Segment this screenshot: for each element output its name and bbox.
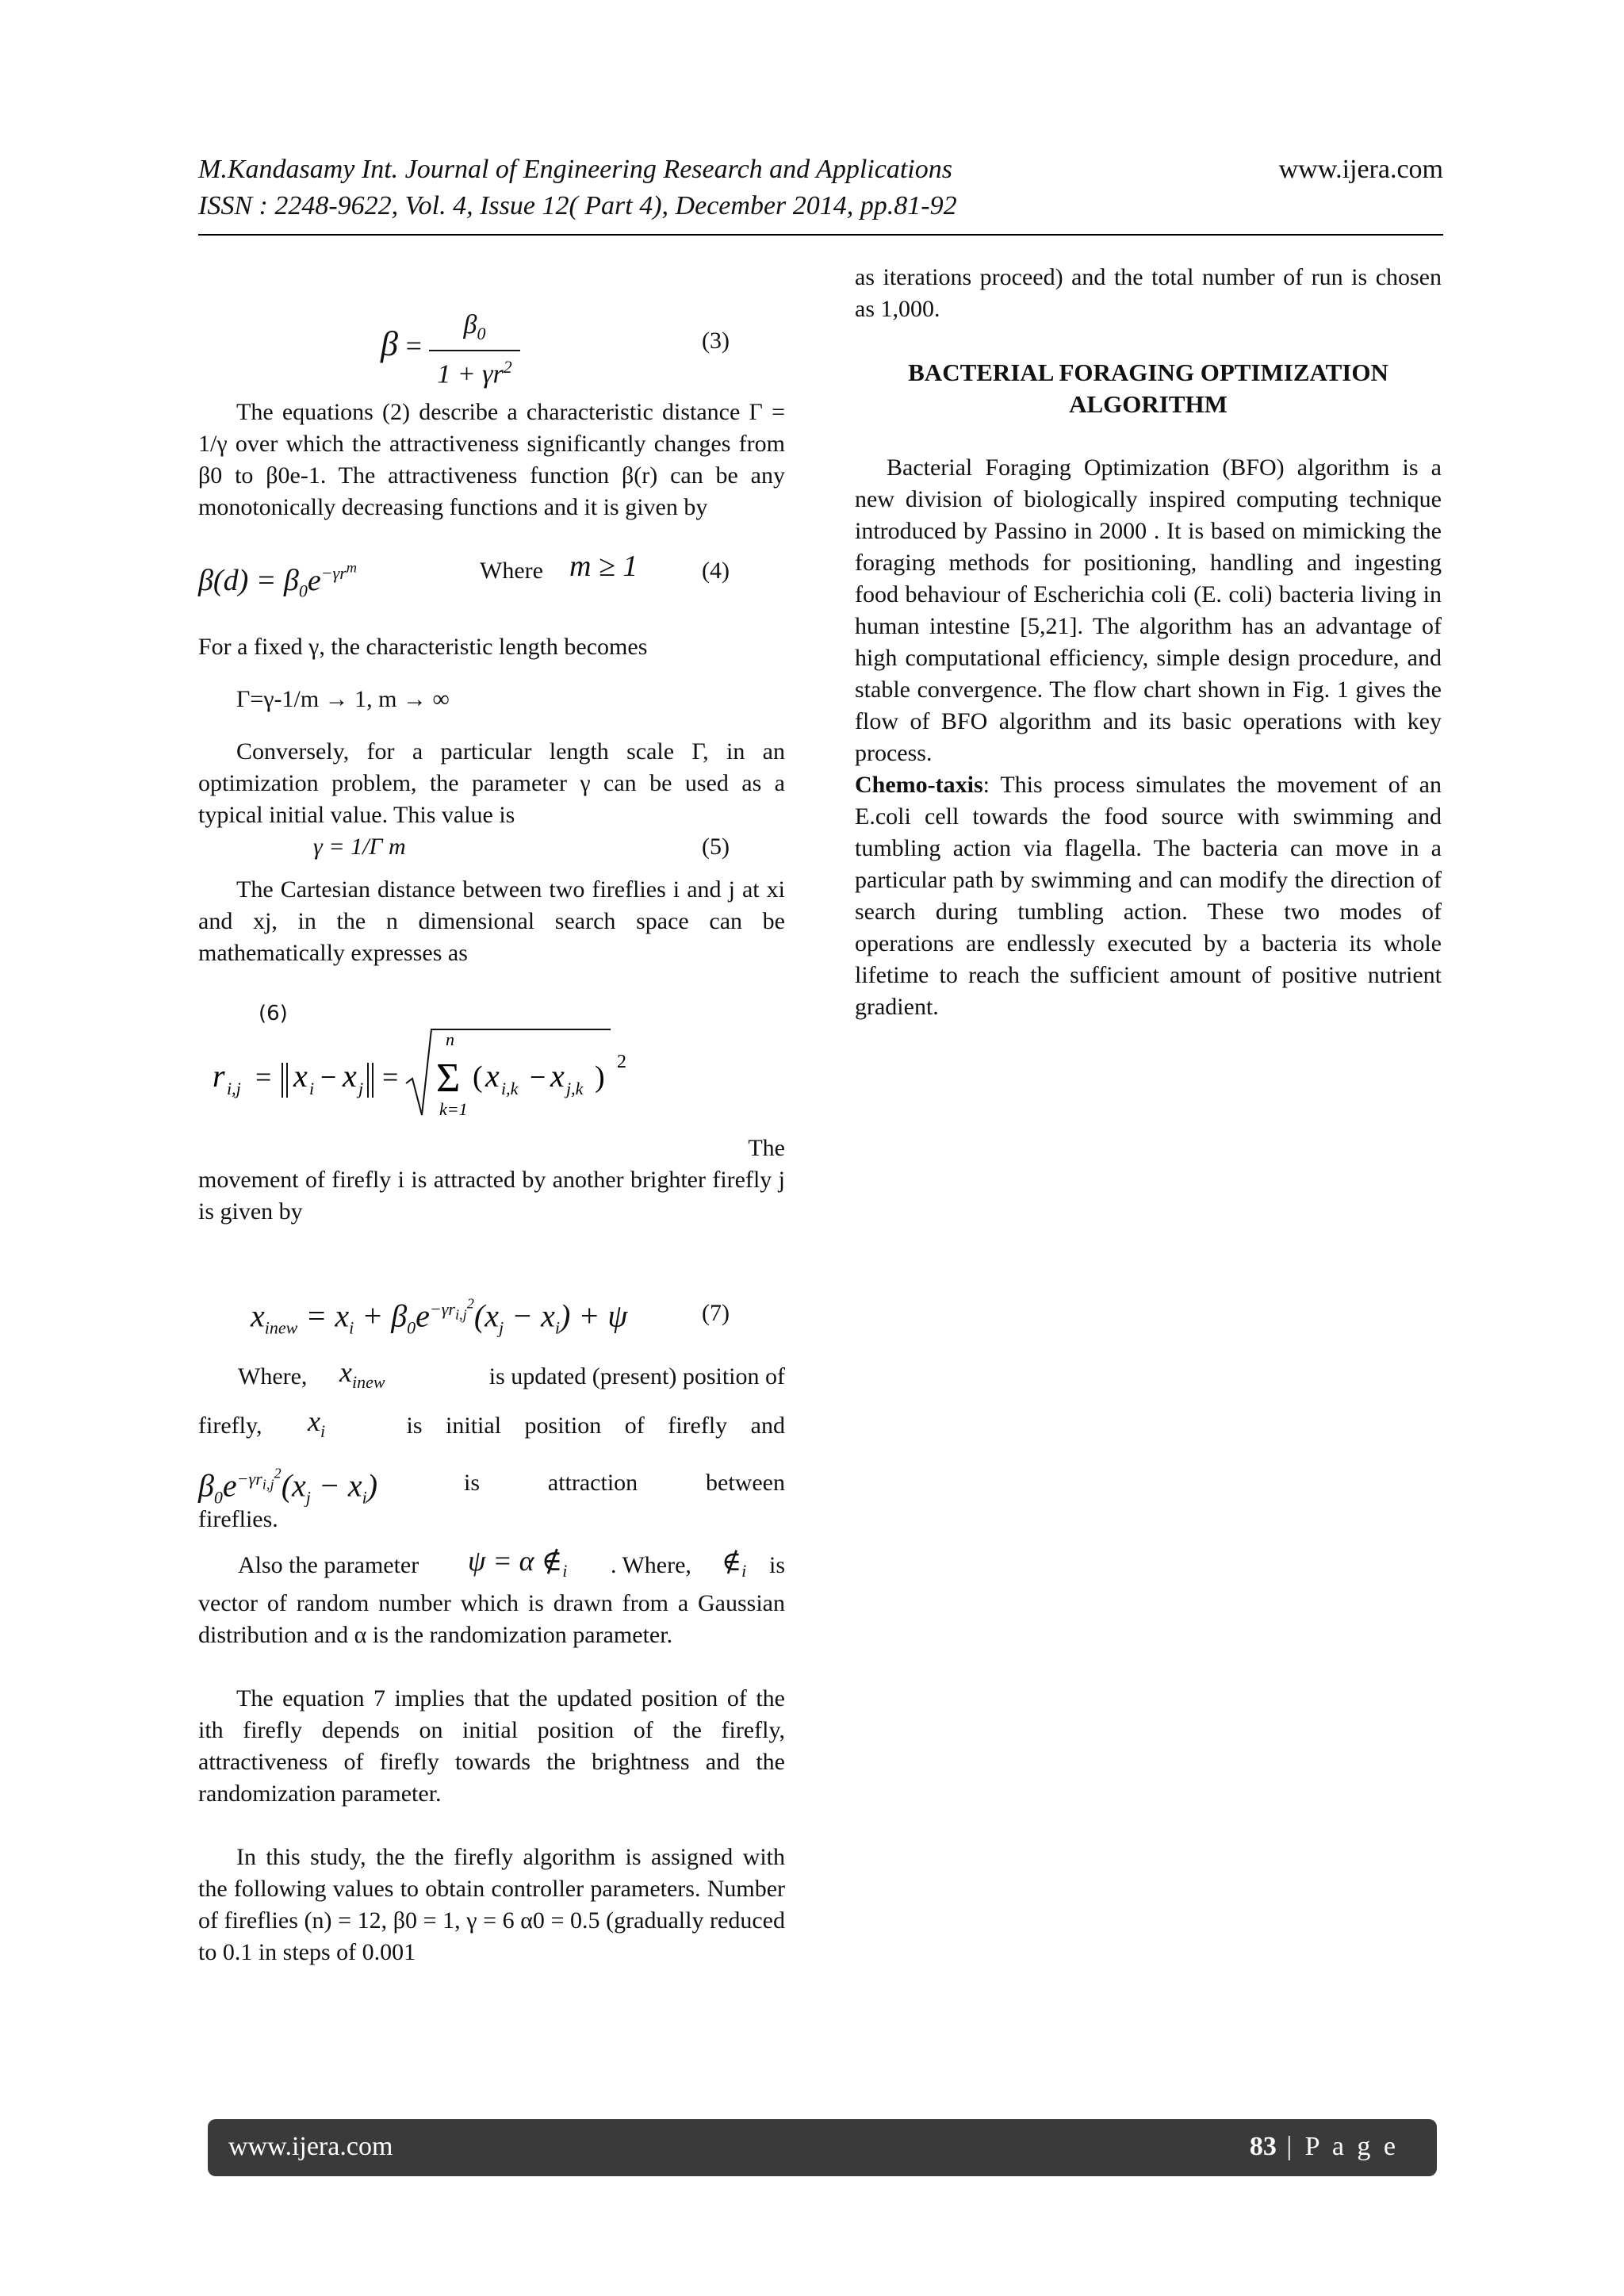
paragraph-movement-start: The [748,1135,785,1161]
paragraph-study-values: In this study, the the firefly algorithm is assigned with the following values to obtain controller parameters. Number of fireflies (n) = 12, β0 = 1, γ = 6 α0 = 0.5 (gradually reduced to 0.1 in steps of 0.001 [198,1844,785,1965]
journal-issn: ISSN : 2248-9622, Vol. 4, Issue 12( Part 4), December 2014, pp.81-92 [198,191,957,220]
svg-text:i: i [309,1079,315,1098]
equation-6-number: (6) [259,1002,288,1025]
journal-title: M.Kandasamy Int. Journal of Engineering Research and Applications [198,155,952,184]
paragraph-conversely: Conversely, for a particular length scale Γ, in an optimization problem, the parameter γ can be used as a typical initial value. This value is [198,738,785,828]
left-column [198,262,785,1968]
svg-text:(: ( [473,1060,483,1094]
equation-7: $x_{inew} = x_i + \beta_0e^{-\gamma r_{i,j}^2}(x_j - x_i) + \psi$ (7) [251,1296,730,1338]
svg-text:k=1: k=1 [439,1099,468,1119]
svg-text:−: − [320,1061,337,1093]
svg-text:x: x [485,1058,500,1094]
paragraph-iterations: as iterations proceed) and the total number of run is chosen as 1,000. [855,264,1442,322]
svg-text:=: = [382,1061,399,1093]
equation-5 [198,831,785,869]
svg-text:2: 2 [617,1052,626,1072]
equation-4: $\beta(d) = \beta_0e^{-\gamma r^m}$ Where m ≥ 1 (4) [198,550,730,601]
chemotaxis-label: Chemo-taxis [855,772,983,798]
journal-website[interactable]: www.ijera.com [1278,155,1443,184]
page-number: 83 | P a g e [1249,2132,1399,2161]
paragraph-random-vector: vector of random number which is drawn from a Gaussian distribution and α is the randomization parameter. [198,1590,785,1648]
equation-6 [198,998,785,1133]
paragraph-chemotaxis [855,769,1442,1023]
equation-3-number: (3) [702,328,730,354]
paragraph-bfo-intro: Bacterial Foraging Optimization (BFO) algorithm is a new division of biologically inspired computing technique introduced by Passino in 2000 . It is based on mimicking the foraging methods for positioning, handling and ingesting food behaviour of Escherichia coli (E. coli) bacteria living in human intestine [5,21]. The algorithm has an advantage of high computational efficiency, simple design procedure, and stable convergence. The flow chart shown in Fig. 1 gives the flow of BFO algorithm and its basic operations with key process. [855,454,1442,766]
svg-text:Σ: Σ [436,1056,461,1101]
svg-text:x: x [293,1058,308,1094]
paragraph-movement: movement of firefly i is attracted by another brighter firefly j is given by [198,1167,785,1225]
where-line-3: $\beta_0e^{-\gamma r_{i,j}^2}(x_j - x_i)$ is attraction between [198,1466,785,1508]
equation-4-number: (4) [702,558,730,584]
footer-website[interactable]: www.ijera.com [228,2132,393,2161]
equation-5-text: γ = 1/Γ m [313,834,406,860]
svg-text:x: x [550,1058,565,1094]
svg-text:=: = [255,1061,272,1093]
svg-text:i,k: i,k [501,1079,519,1098]
paragraph-equation-7-implies: The equation 7 implies that the updated position of the ith firefly depends on initial position of the firefly, attractiveness of firefly towards the brightness and the randomization parameter. [198,1685,785,1807]
page-header [198,155,1443,236]
equation-4-where: Where [480,558,543,584]
where-line-1: Where, $x_{inew}$ is updated (present) position of [238,1356,785,1393]
where-line-2: firefly, $x_i$ is initial position of firefly and [198,1405,785,1442]
svg-text:j,k: j,k [566,1079,584,1098]
chemotaxis-text: : This process simulates the movement of an E.coli cell towards the food source with swimming and tumbling action via flagella. The bacteria can move in a particular path by swimming and can modify the direction of search during tumbling action. These two modes of operations are endlessly executed by a bacteria its whole lifetime to reach the sufficient amount of positive nutrient gradient. [855,772,1442,1020]
gamma-limit-line: Γ=γ-1/m → 1, m → ∞ [236,686,450,712]
svg-text:r: r [213,1058,225,1094]
paragraph-cartesian-distance: The Cartesian distance between two fireflies i and j at xi and xj, in the n dimensional search space can be mathematically expresses as [198,876,785,966]
svg-text:n: n [446,1029,454,1049]
paragraph-fixed-gamma: For a fixed γ, the characteristic length becomes [198,634,648,660]
section-heading: BACTERIAL FORAGING OPTIMIZATION ALGORITHM [908,358,1388,418]
right-column [855,262,1442,1023]
svg-text:i,j: i,j [227,1079,241,1098]
parameter-psi-line: Also the parameter ψ = α $\notin_i$ . Where, $\notin_i$ is [238,1545,785,1581]
svg-text:−: − [530,1061,546,1093]
equation-6-formula [198,1022,674,1133]
equation-3: β = $\frac{\beta_0}{1 + \gamma r^2}$ (3) [381,310,730,389]
equation-7-number: (7) [702,1300,730,1326]
equation-5-number: (5) [702,834,730,860]
svg-text:x: x [343,1058,357,1094]
page-footer [208,2119,1437,2176]
paragraph-characteristic-distance: The equations (2) describe a characteristic distance Γ = 1/γ over which the attractiveness significantly changes from β0 to β0e-1. The attractiveness function β(r) can be any monotonically decreasing functions and it is given by [198,399,785,520]
svg-text:j: j [358,1079,364,1098]
where-line-4: fireflies. [198,1506,278,1532]
svg-text:): ) [595,1060,605,1094]
